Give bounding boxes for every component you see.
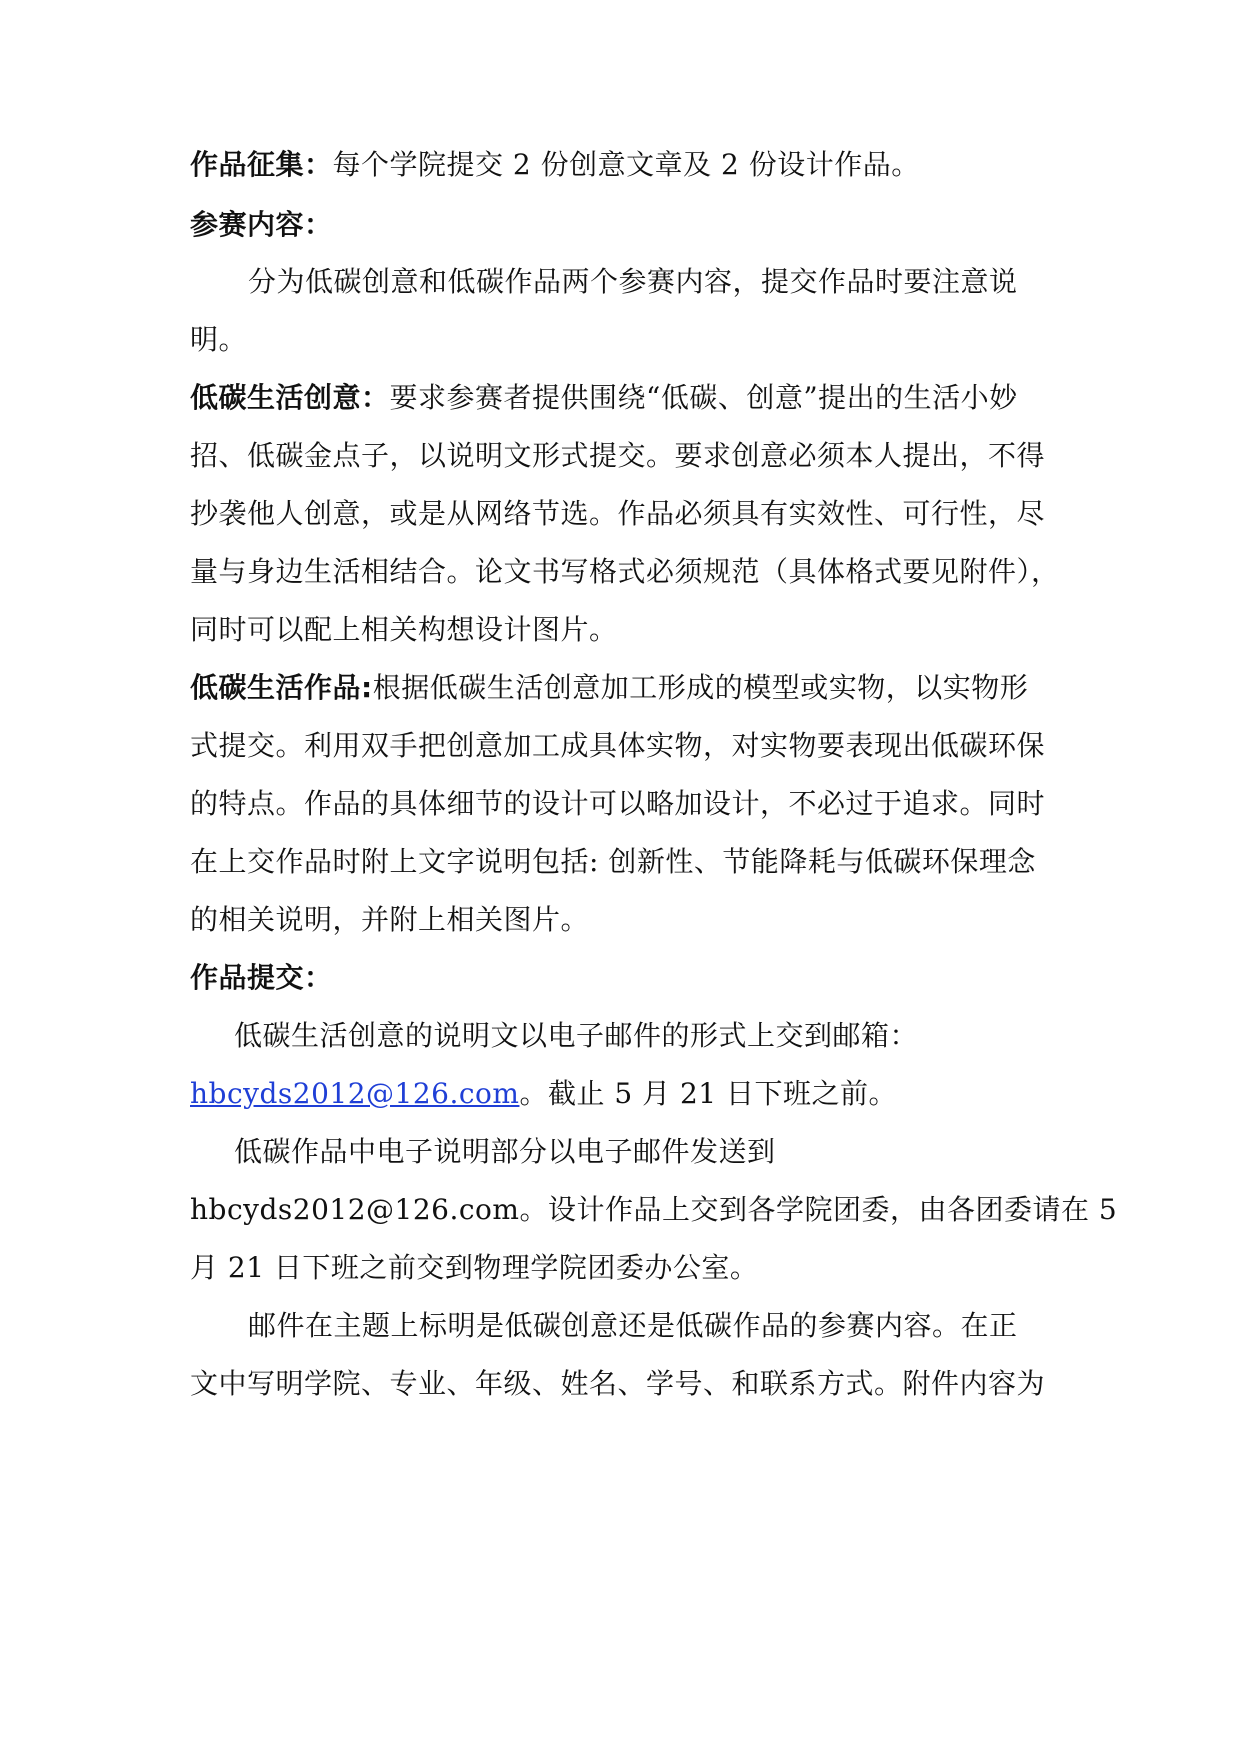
idea-text-1: 要求参赛者提供围绕“低碳、创意”提出的生活小妙 [389, 381, 1018, 414]
work-text-1: 根据低碳生活创意加工形成的模型或实物，以实物形 [372, 671, 1029, 704]
idea-line-5: 同时可以配上相关构想设计图片。 [190, 613, 618, 646]
submission-idea-line-2 [190, 1074, 897, 1114]
email-note-line-2: 文中写明学院、专业、年级、姓名、学号、和联系方式。附件内容为 [190, 1367, 1046, 1400]
contest-content-heading: 参赛内容： [190, 208, 333, 241]
idea-line-2: 招、低碳金点子，以说明文形式提交。要求创意必须本人提出，不得 [190, 439, 1046, 472]
collection-text: 每个学院提交 2 份创意文章及 2 份设计作品。 [332, 148, 920, 181]
work-label: 低碳生活作品: [190, 671, 373, 704]
email-note-line-1: 邮件在主题上标明是低碳创意还是低碳作品的参赛内容。在正 [248, 1309, 1018, 1342]
work-line-3: 的特点。作品的具体细节的设计可以略加设计，不必过于追求。同时 [190, 787, 1046, 820]
idea-line-3: 抄袭他人创意，或是从网络节选。作品必须具有实效性、可行性，尽 [190, 497, 1046, 530]
deadline-text: 。截止 5 月 21 日下班之前。 [519, 1077, 897, 1110]
idea-label: 低碳生活创意： [190, 381, 390, 414]
work-line-1 [190, 668, 1028, 708]
contest-content-line-2: 明。 [190, 323, 248, 356]
collection-label: 作品征集： [190, 148, 333, 181]
submission-work-line-1: 低碳作品中电子说明部分以电子邮件发送到 [234, 1135, 776, 1168]
submission-idea-line-1: 低碳生活创意的说明文以电子邮件的形式上交到邮箱： [234, 1019, 919, 1052]
work-line-2: 式提交。利用双手把创意加工成具体实物，对实物要表现出低碳环保 [190, 729, 1046, 762]
submission-heading: 作品提交： [190, 961, 333, 994]
submission-work-line-3: 月 21 日下班之前交到物理学院团委办公室。 [190, 1251, 759, 1284]
contest-content-line-1: 分为低碳创意和低碳作品两个参赛内容，提交作品时要注意说 [248, 265, 1018, 298]
collection-line [190, 145, 920, 185]
work-line-4: 在上交作品时附上文字说明包括: 创新性、节能降耗与低碳环保理念 [190, 845, 1036, 878]
work-line-5: 的相关说明，并附上相关图片。 [190, 903, 590, 936]
idea-line-4: 量与身边生活相结合。论文书写格式必须规范（具体格式要见附件）， [190, 555, 1060, 588]
idea-line-1 [190, 378, 1018, 418]
submission-work-line-2: hbcyds2012@126.com。设计作品上交到各学院团委，由各团委请在 5 [190, 1193, 1118, 1226]
email-link[interactable]: hbcyds2012@126.com [190, 1077, 520, 1110]
